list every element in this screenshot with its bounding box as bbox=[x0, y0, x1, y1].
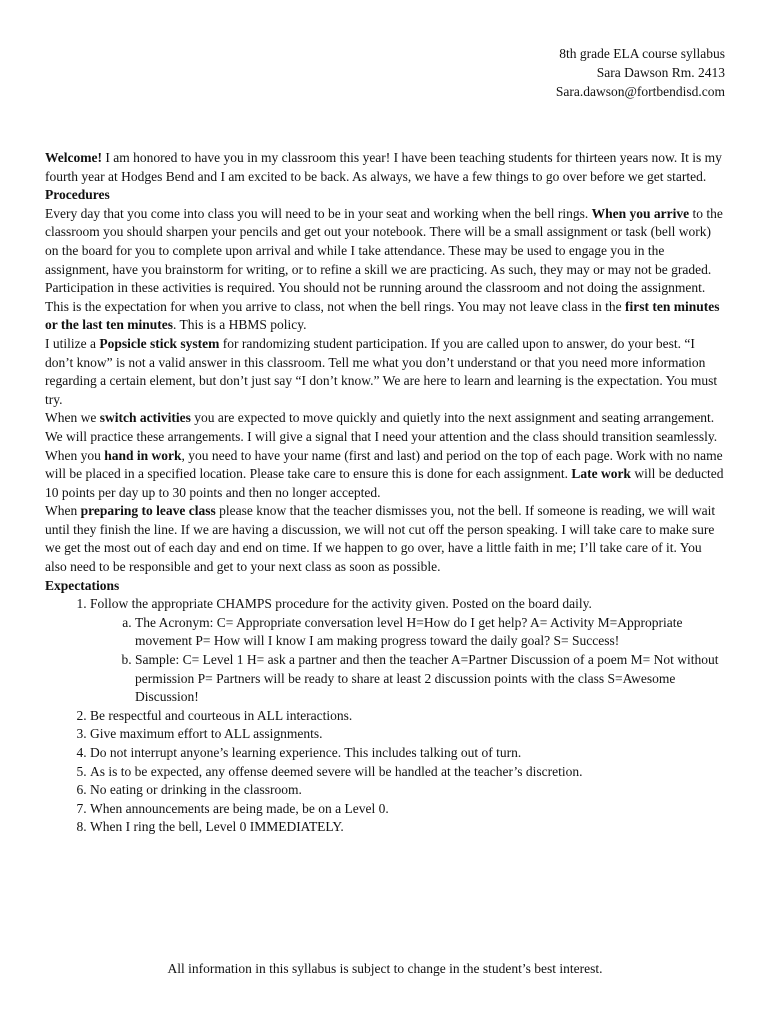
text-run: , you need to have your name (first and last) and period on the top of each page. Work with no name will be placed in a specified location. Please take care to ensure this is done for each assignment. bbox=[45, 447, 723, 482]
text-run: to the classroom you should sharpen your pencils and get out your notebook. There will be a small assignment or task (bell work) on the board for you to complete upon arrival and while I take attendance. These may be used to engage you in the assignment, have you brainstorm for writing, or to refine a skill we are practicing. As such, they may or may not be graded. Participation in these activities is required. You should not be running around the classroom and not doing the assignment. This is the expectation for when you arrive to class, not when the bell rings. You may not leave class in the bbox=[45, 205, 723, 314]
text-run: When we bbox=[45, 410, 100, 426]
bold-run: switch activities bbox=[99, 410, 191, 426]
bold-run: preparing to leave class bbox=[80, 503, 216, 519]
course-title: 8th grade ELA course syllabus bbox=[559, 46, 725, 61]
bold-run: When you arrive bbox=[591, 205, 690, 221]
bold-run: Popsicle stick system bbox=[99, 335, 220, 351]
text-run: Every day that you come into class you will need to be in your seat and working when the bell rings. bbox=[45, 205, 592, 221]
sub-list-item: b. Sample: C= Level 1 H= ask a partner and then the teacher A=Partner Discussion of a poem M= Not without permission P= Partners will be ready to share at least 2 discussion points with the class S=Awesome Discussion! bbox=[135, 651, 725, 707]
list-item: 2. Be respectful and courteous in ALL interactions. bbox=[90, 707, 725, 726]
teacher-room: Sara Dawson Rm. 2413 bbox=[596, 65, 725, 80]
procedures-handin-paragraph bbox=[45, 447, 725, 503]
welcome-label: Welcome! bbox=[45, 150, 102, 165]
text-run: When bbox=[45, 503, 81, 519]
text-run: . This is a HBMS policy. bbox=[173, 317, 307, 333]
list-item: 3. Give maximum effort to ALL assignments. bbox=[90, 725, 725, 744]
bold-run: hand in work bbox=[104, 447, 182, 463]
welcome-paragraph bbox=[45, 149, 725, 186]
text-run: I utilize a bbox=[45, 335, 100, 351]
list-item: 4. Do not interrupt anyone’s learning experience. This includes talking out of turn. bbox=[90, 744, 725, 763]
list-item: 6. No eating or drinking in the classroom. bbox=[90, 781, 725, 800]
list-item: 7. When announcements are being made, be on a Level 0. bbox=[90, 800, 725, 819]
procedures-leaving-paragraph bbox=[45, 502, 725, 576]
text-run: will be deducted 10 points per day up to 30 points and then no longer accepted. bbox=[45, 466, 724, 500]
text-run: you are expected to move quickly and quietly into the next assignment and seating arrangement. We will practice these arrangements. I will give a signal that I need your attention and the class should transition seamlessly. bbox=[45, 410, 718, 444]
champs-sublist bbox=[90, 614, 725, 707]
text-run: for randomizing student participation. If you are called upon to answer, do your best. “I don’t know” is not a valid answer in this classroom. Tell me what you don’t understand or that you need more information regarding a certain element, but don’t just say “I don’t know.” We are here to learn and learning is the expectation. You must try. bbox=[45, 335, 718, 407]
procedures-heading: Procedures bbox=[45, 187, 110, 203]
document-header bbox=[556, 44, 725, 101]
sub-list-item: a. The Acronym: C= Appropriate conversation level H=How do I get help? A= Activity M=Appropriate movement P= How will I know I am making progress toward the daily goal? S= Success! bbox=[135, 614, 725, 651]
welcome-text: I am honored to have you in my classroom this year! I have been teaching students for thirteen years now. It is my fourth year at Hodges Bend and I am excited to be back. As always, we have a few things to go over before we get started. bbox=[45, 150, 722, 184]
procedures-arrival-paragraph bbox=[45, 205, 725, 335]
bold-run: first ten minutes or the last ten minutes bbox=[45, 298, 720, 333]
disclaimer-footer: All information in this syllabus is subject to change in the student’s best interest. bbox=[167, 961, 603, 976]
teacher-email: Sara.dawson@fortbendisd.com bbox=[555, 84, 725, 99]
text-run: When you bbox=[45, 447, 105, 463]
list-item-text: Follow the appropriate CHAMPS procedure for the activity given. Posted on the board daily. bbox=[90, 596, 592, 612]
procedures-switch-paragraph bbox=[45, 409, 725, 446]
expectations-list bbox=[45, 595, 725, 837]
procedures-popsicle-paragraph bbox=[45, 335, 725, 409]
text-run: please know that the teacher dismisses you, not the bell. If someone is reading, we will wait until they finish the line. If we are having a discussion, we will not cut off the person speaking. I will take care to make sure we get the most out of each day and end on time. If we happen to go over, have a little faith in me; I’ll take care of it. You also need to be responsible and get to your next class as soon as possible. bbox=[45, 503, 716, 575]
list-item bbox=[90, 595, 725, 707]
bold-run: Late work bbox=[571, 466, 631, 482]
document-body bbox=[45, 149, 725, 837]
list-item: 5. As is to be expected, any offense deemed severe will be handled at the teacher’s discretion. bbox=[90, 763, 725, 782]
list-item: 8. When I ring the bell, Level 0 IMMEDIATELY. bbox=[90, 818, 725, 837]
expectations-heading: Expectations bbox=[45, 577, 120, 593]
